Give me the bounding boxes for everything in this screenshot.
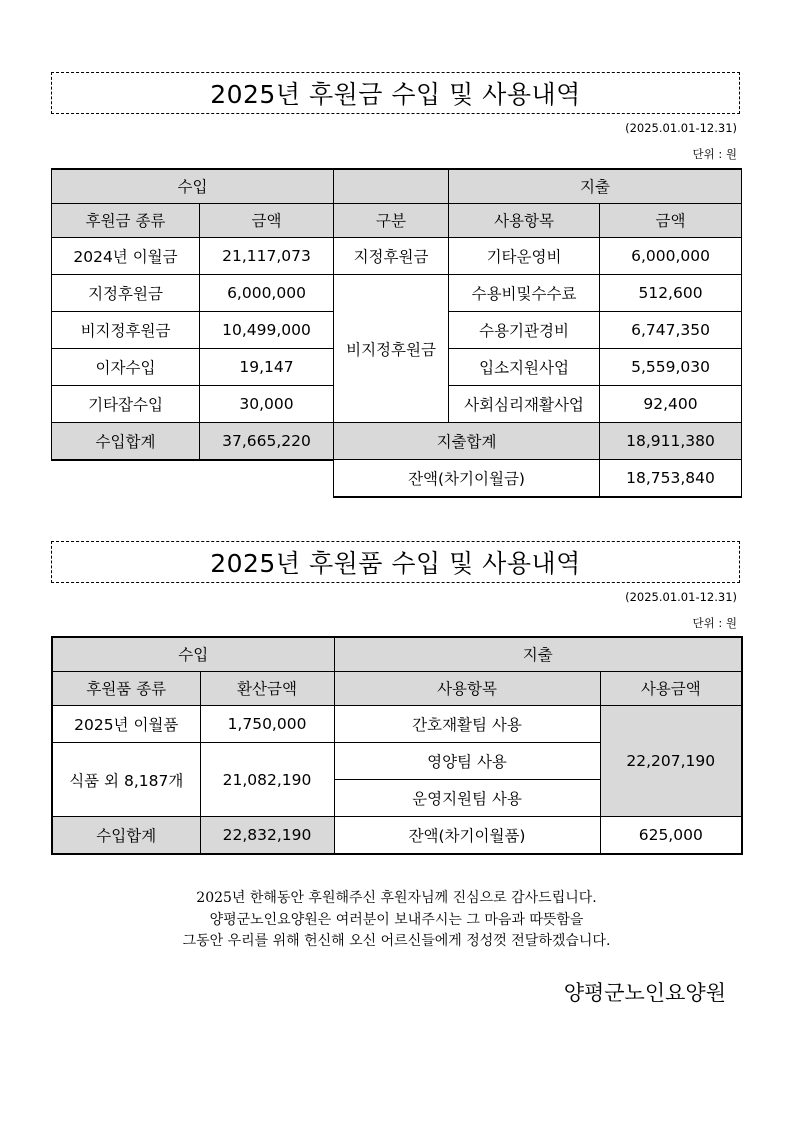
goods-income-total-label: 수입합계 [52,817,200,854]
totals-row [52,423,742,460]
donation-unit: 단위 : 원 [692,147,737,161]
expense-amount: 5,559,030 [600,349,742,386]
income-total: 37,665,220 [200,423,334,460]
totals-row [52,817,742,854]
balance-label: 잔액(차기이월금) [334,460,600,497]
goods-title-text: 2025년 후원품 수입 및 사용내역 [210,549,581,578]
expense-category-designated: 지정후원금 [334,237,449,274]
col-usage-amount: 사용금액 [600,671,742,705]
expense-amount: 512,600 [600,274,742,311]
income-type: 기타잡수입 [52,386,200,423]
goods-income-total: 22,832,190 [200,817,334,854]
goods-table [51,636,743,855]
expense-amount: 6,000,000 [600,237,742,274]
income-type: 이자수입 [52,349,200,386]
goods-income-amount: 21,082,190 [200,742,334,816]
income-amount: 30,000 [200,386,334,423]
expense-amount: 92,400 [600,386,742,423]
goods-balance-amount: 625,000 [600,817,742,854]
closing-message [0,888,793,953]
income-type: 지정후원금 [52,274,200,311]
expense-item: 기타운영비 [449,237,600,274]
goods-title [51,541,740,583]
usage-item: 운영지원팀 사용 [334,780,600,817]
usage-item: 간호재활팀 사용 [334,705,600,742]
table-row [52,274,742,311]
goods-income-amount: 1,750,000 [200,705,334,742]
income-amount: 10,499,000 [200,311,334,348]
closing-line: 그동안 우리를 위해 헌신해 오신 어르신들에게 정성껏 전달하겠습니다. [182,933,611,949]
col-income-amount: 금액 [200,203,334,237]
closing-line: 2025년 한해동안 후원해주신 후원자님께 진심으로 감사드립니다. [196,890,597,906]
income-amount: 6,000,000 [200,274,334,311]
col-category: 구분 [334,203,449,237]
expense-item: 사회심리재활사업 [449,386,600,423]
donation-title-text: 2025년 후원금 수입 및 사용내역 [210,80,581,109]
donation-table [51,168,742,498]
goods-income-type: 식품 외 8,187개 [52,742,200,816]
goods-period: (2025.01.01-12.31) [625,590,737,604]
goods-income-type: 2025년 이월품 [52,705,200,742]
income-type: 2024년 이월금 [52,237,200,274]
expense-item: 수용비및수수료 [449,274,600,311]
goods-unit: 단위 : 원 [692,616,737,630]
col-expense-amount: 금액 [600,203,742,237]
col-converted-amount: 환산금액 [200,671,334,705]
table-row [52,237,742,274]
expense-header: 지출 [449,169,742,203]
expense-total: 18,911,380 [600,423,742,460]
income-total-label: 수입합계 [52,423,200,460]
goods-expense-header: 지출 [334,637,742,671]
expense-category-undesignated: 비지정후원금 [334,274,449,422]
usage-amount: 22,207,190 [600,705,742,816]
col-usage-item: 사용항목 [449,203,600,237]
usage-item: 영양팀 사용 [334,742,600,779]
signature: 양평군노인요양원 [563,981,726,1005]
table-row [52,705,742,742]
col-item-type: 후원품 종류 [52,671,200,705]
col-income-type: 후원금 종류 [52,203,200,237]
goods-income-header: 수입 [52,637,334,671]
blank-cell [52,460,334,497]
income-amount: 19,147 [200,349,334,386]
expense-header-blank [334,169,449,203]
income-header: 수입 [52,169,334,203]
balance-amount: 18,753,840 [600,460,742,497]
goods-balance-label: 잔액(차기이월품) [334,817,600,854]
income-amount: 21,117,073 [200,237,334,274]
donation-title [51,72,740,114]
donation-period: (2025.01.01-12.31) [625,121,737,135]
closing-line: 양평군노인요양원은 여러분이 보내주시는 그 마음과 따뜻함을 [209,911,584,928]
expense-amount: 6,747,350 [600,311,742,348]
col-usage-item: 사용항목 [334,671,600,705]
expense-item: 입소지원사업 [449,349,600,386]
balance-row [52,460,742,497]
expense-total-label: 지출합계 [334,423,600,460]
income-type: 비지정후원금 [52,311,200,348]
expense-item: 수용기관경비 [449,311,600,348]
